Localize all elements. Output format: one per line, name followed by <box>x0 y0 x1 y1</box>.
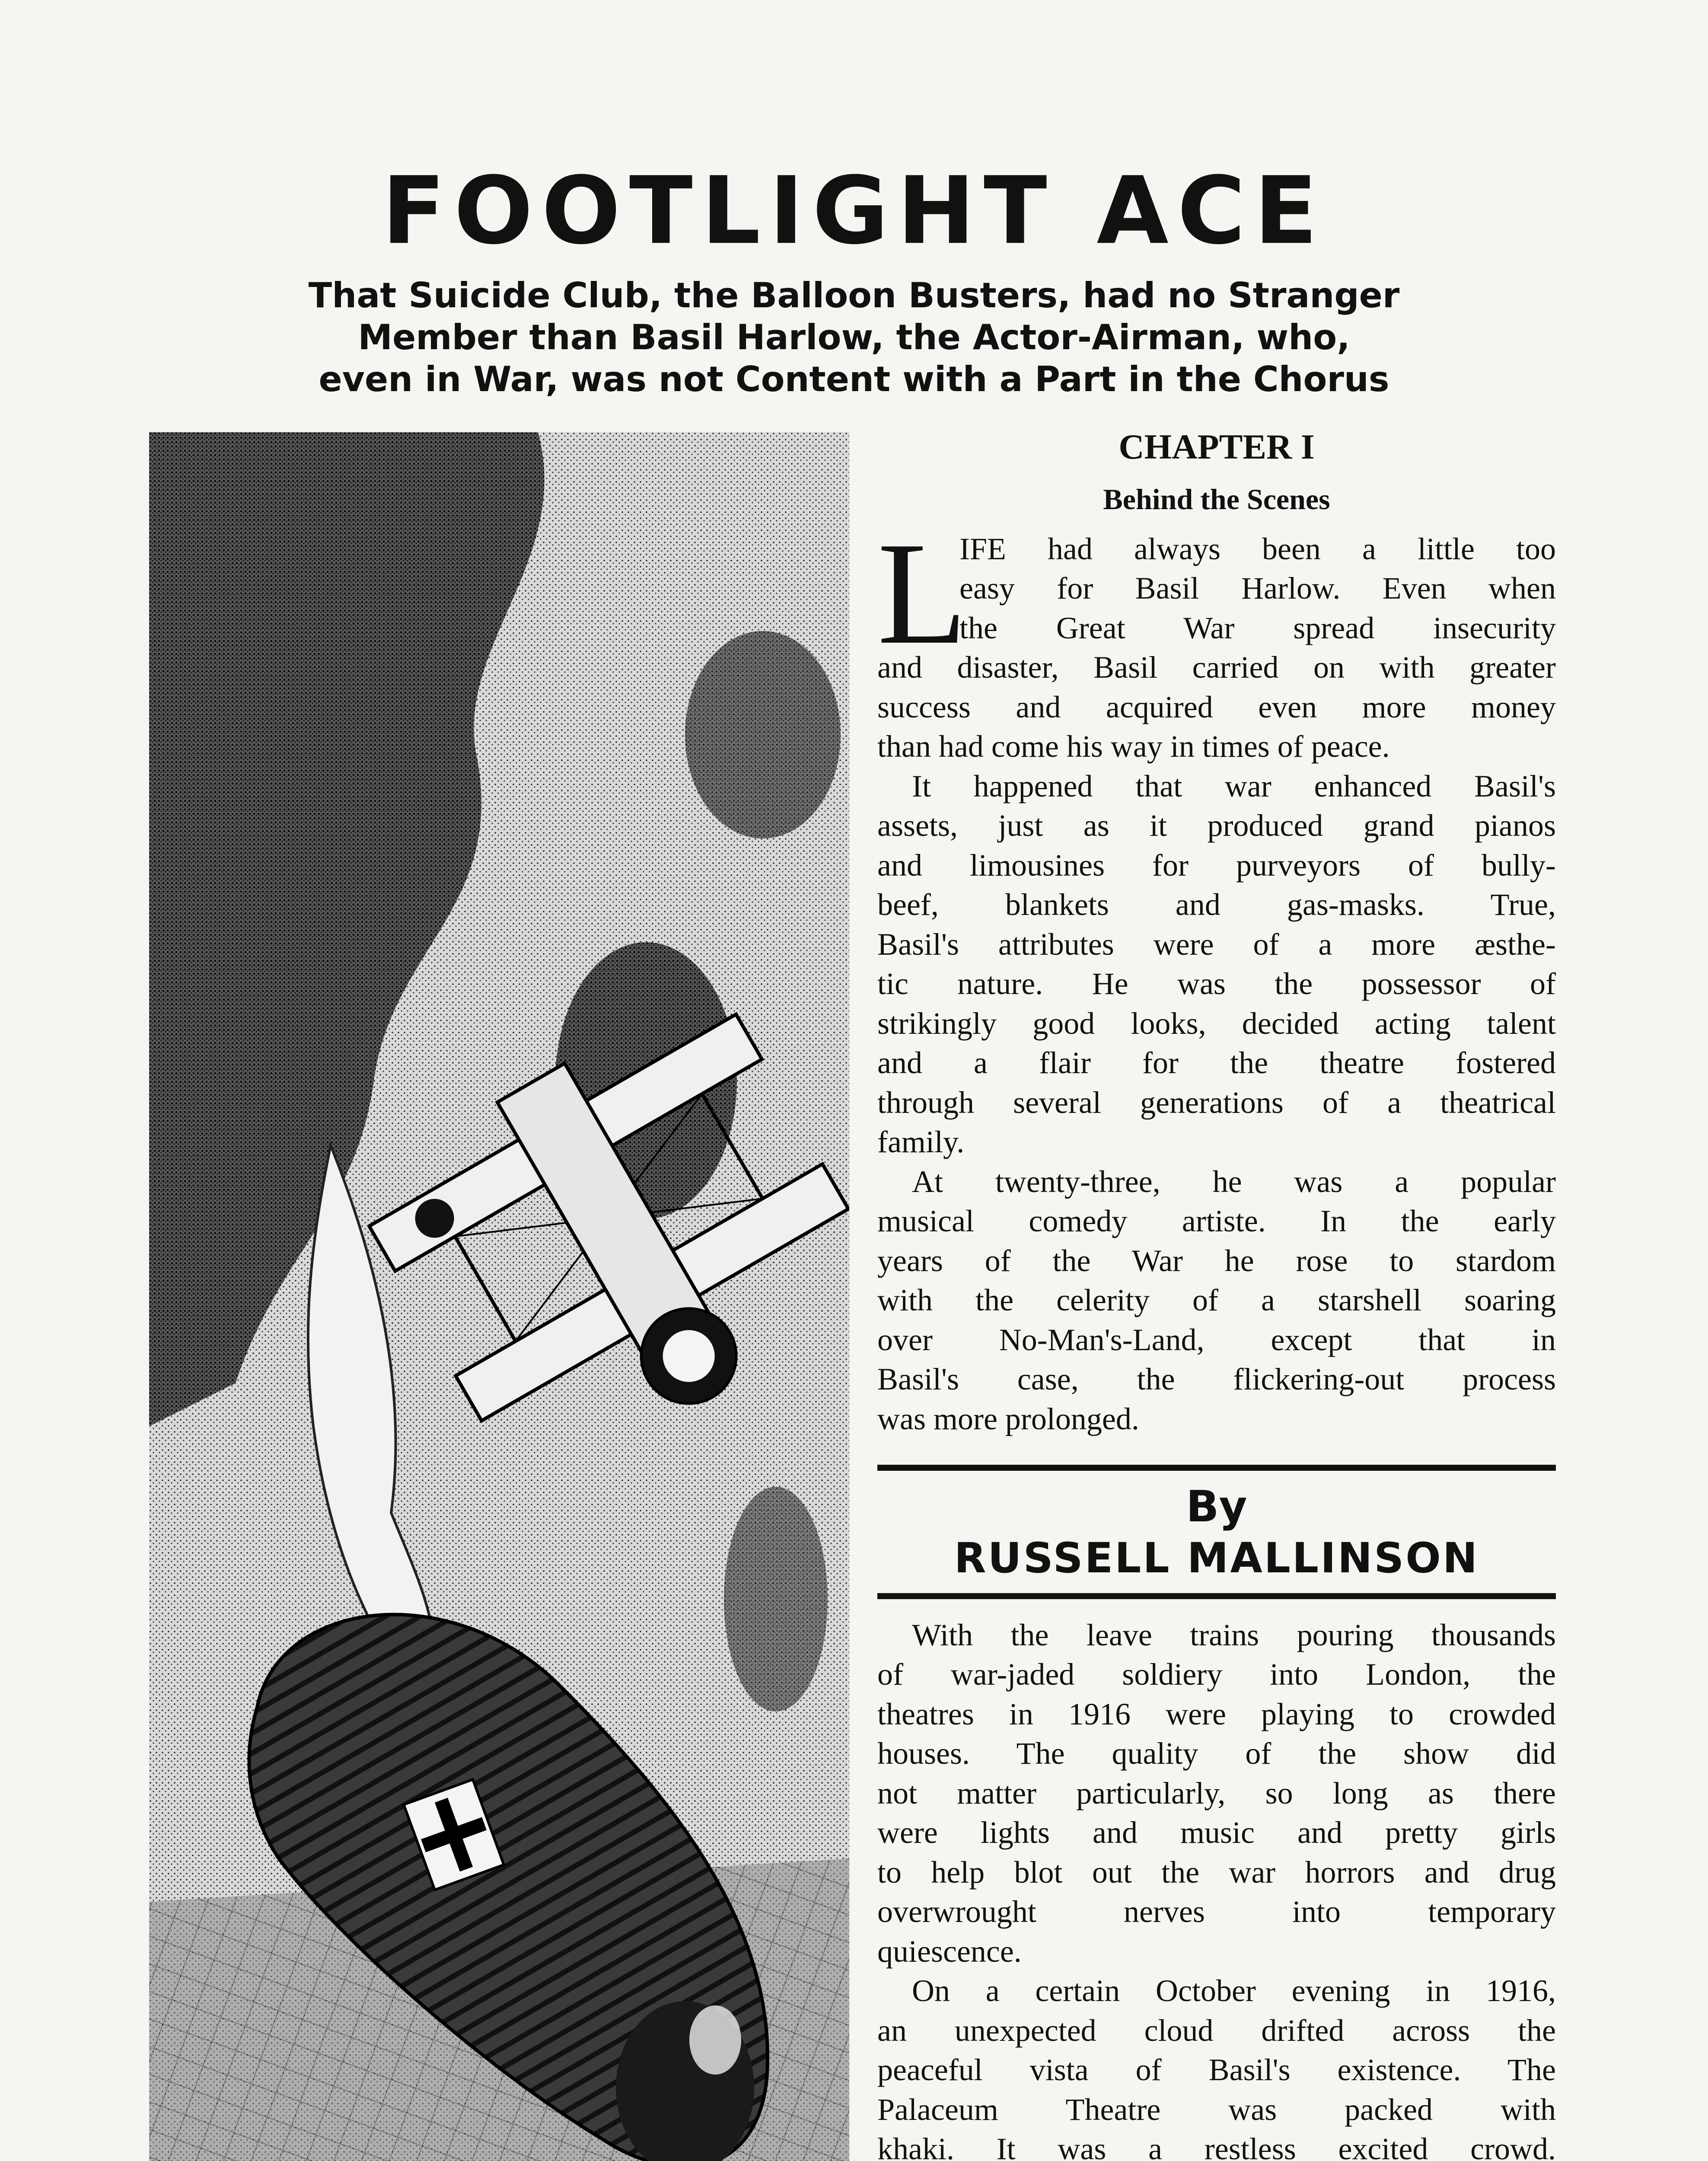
text-line: an unexpected cloud drifted across the <box>877 2013 1556 2048</box>
text-line: quiescence. <box>877 1934 1022 1969</box>
text-line: and limousines for purveyors of bully- <box>877 848 1556 883</box>
text-line: and disaster, Basil carried on with greater <box>877 650 1556 685</box>
story-column <box>877 426 1556 2161</box>
byline-rule-bottom <box>877 1593 1556 1599</box>
subtitle-line: Member than Basil Harlow, the Actor-Airman, who, <box>358 317 1350 357</box>
text-line: beef, blankets and gas-masks. True, <box>877 887 1556 922</box>
subtitle-line: That Suicide Club, the Balloon Busters, had no Stranger <box>308 275 1400 316</box>
text-line: of war-jaded soldiery into London, the <box>877 1657 1556 1692</box>
text-line: and a flair for the theatre fostered <box>877 1045 1556 1080</box>
paragraph <box>877 1162 1556 1439</box>
drop-cap: L <box>877 511 967 675</box>
chapter-number: CHAPTER I <box>1118 427 1315 466</box>
paragraph <box>877 1971 1556 2161</box>
text-line: to help blot out the war horrors and drug <box>877 1855 1556 1890</box>
text-line: than had come his way in times of peace. <box>877 729 1390 764</box>
subtitle-line: even in War, was not Content with a Part in the Chorus <box>319 359 1389 399</box>
text-line: the Great War spread insecurity <box>959 610 1556 645</box>
text-line: over No-Man's-Land, except that in <box>877 1322 1556 1357</box>
text-line: not matter particularly, so long as there <box>877 1775 1556 1810</box>
text-line: through several generations of a theatrical <box>877 1085 1556 1120</box>
story-part-1 <box>877 511 1556 1439</box>
biplane-attacking-balloon-illustration <box>149 432 849 2161</box>
text-line: assets, just as it produced grand pianos <box>877 808 1556 843</box>
chapter-title: Behind the Scenes <box>1103 483 1330 516</box>
story-part-2 <box>877 1616 1556 2161</box>
text-line: peaceful vista of Basil's existence. The <box>877 2053 1556 2088</box>
text-line: Palaceum Theatre was packed with <box>877 2092 1556 2127</box>
text-line: with the celerity of a starshell soaring <box>877 1283 1556 1318</box>
byline-by: By <box>1186 1481 1247 1532</box>
paragraph <box>877 1616 1556 1972</box>
text-line: were lights and music and pretty girls <box>877 1815 1556 1850</box>
text-line: overwrought nerves into temporary <box>877 1894 1556 1929</box>
text-line: was more prolonged. <box>877 1401 1139 1436</box>
text-line: Basil's attributes were of a more æsthe- <box>877 927 1556 962</box>
paragraph <box>877 529 1556 767</box>
paragraph <box>877 767 1556 1162</box>
text-line: On a certain October evening in 1916, <box>912 1973 1556 2008</box>
text-line: easy for Basil Harlow. Even when <box>959 571 1556 606</box>
byline-rule-top <box>877 1465 1556 1471</box>
text-line: Basil's case, the flickering-out process <box>877 1362 1556 1397</box>
text-line: khaki. It was a restless excited crowd. <box>877 2132 1556 2161</box>
text-line: With the leave trains pouring thousands <box>912 1617 1556 1652</box>
byline-author: RUSSELL MALLINSON <box>954 1534 1479 1583</box>
story-title: FOOTLIGHT ACE <box>382 156 1326 265</box>
text-line: At twenty-three, he was a popular <box>912 1164 1556 1199</box>
text-line: success and acquired even more money <box>877 689 1556 724</box>
text-line: It happened that war enhanced Basil's <box>912 768 1556 803</box>
text-line: houses. The quality of the show did <box>877 1736 1556 1771</box>
text-line: strikingly good looks, decided acting talent <box>877 1006 1556 1041</box>
text-line: theatres in 1916 were playing to crowded <box>877 1696 1556 1731</box>
story-subtitle <box>233 274 1475 400</box>
text-line: IFE had always been a little too <box>959 531 1556 566</box>
story-illustration <box>149 432 849 2161</box>
text-line: years of the War he rose to stardom <box>877 1243 1556 1278</box>
text-line: tic nature. He was the possessor of <box>877 966 1556 1001</box>
text-line: musical comedy artiste. In the early <box>877 1204 1556 1239</box>
text-line: family. <box>877 1125 965 1160</box>
